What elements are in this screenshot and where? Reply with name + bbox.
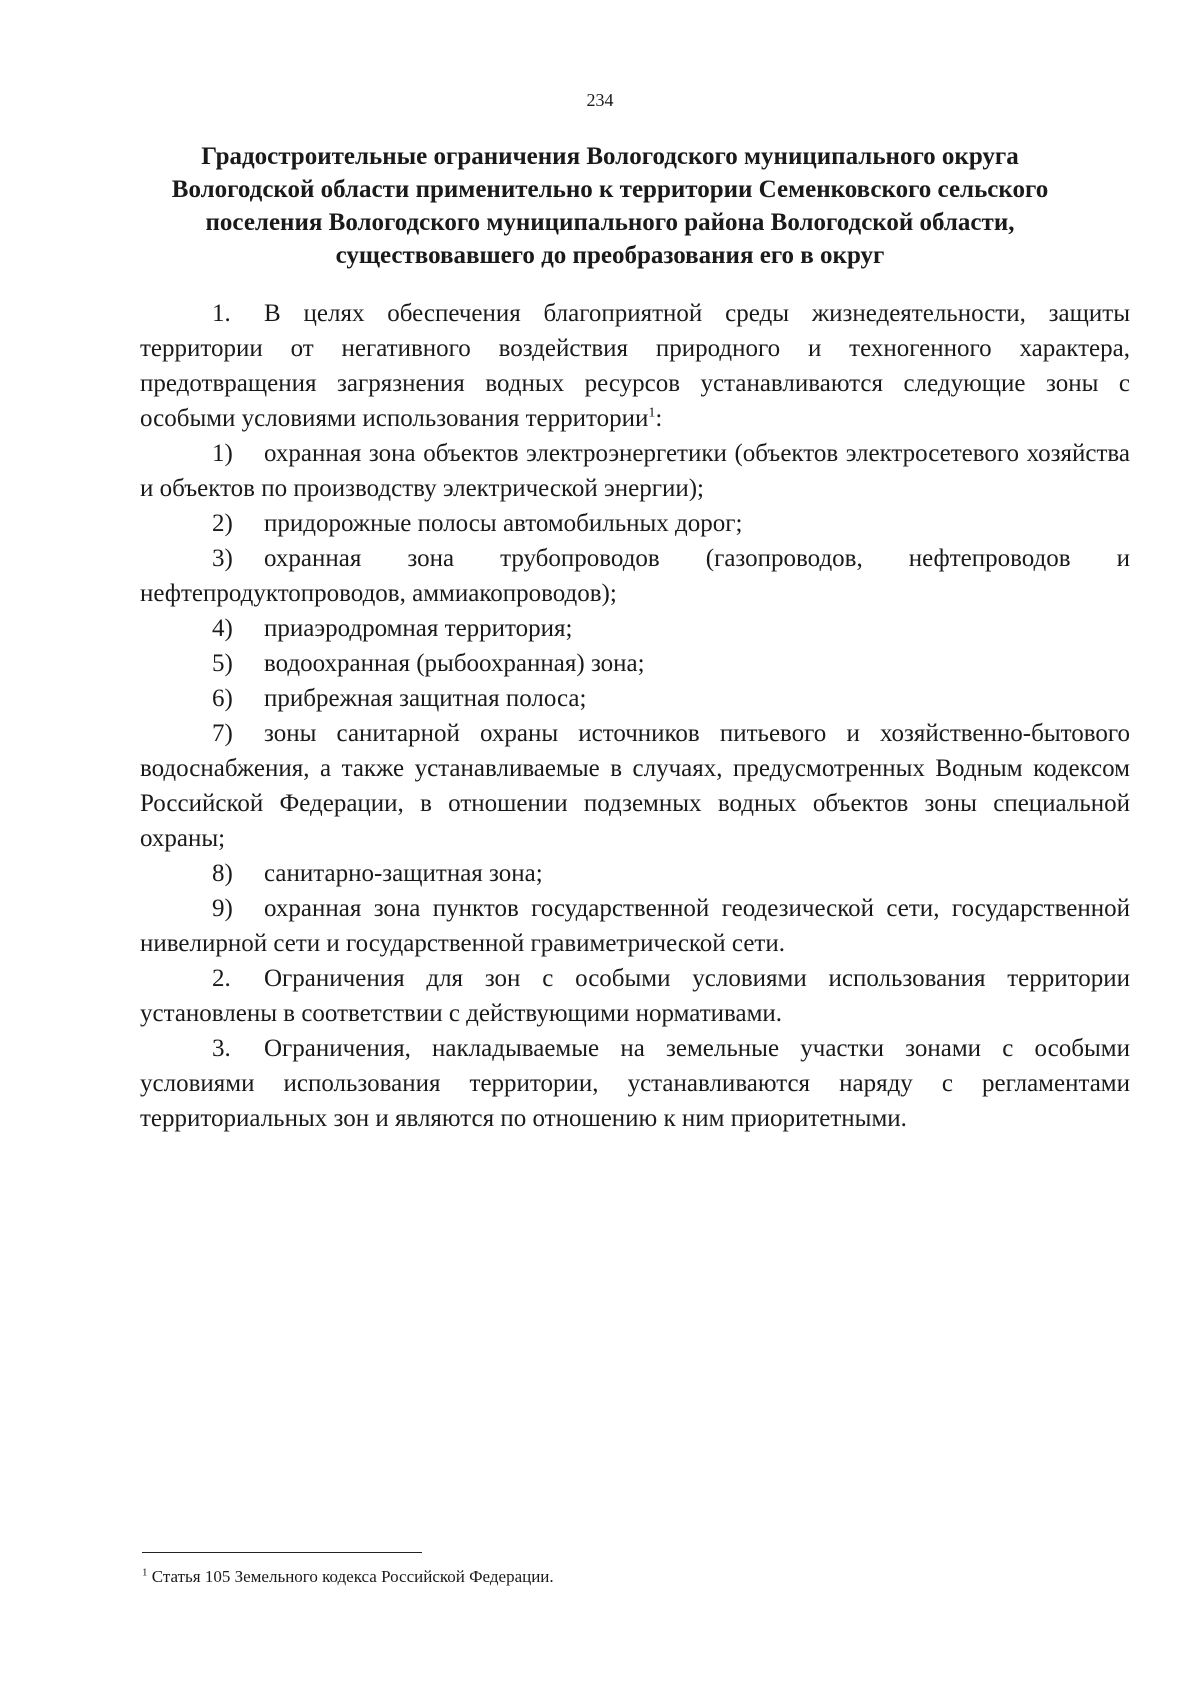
- list-item: [140, 611, 1130, 646]
- list-item-text: зоны санитарной охраны источников питьевого и хозяйственно-бытового водоснабжения, а также устанавливаемые в случаях, предусмотренных Водным кодексом Российской Федерации, в отношении подземных водных объектов зоны специальной охраны;: [140, 720, 1130, 852]
- section-3-number: 3.: [212, 1035, 231, 1062]
- page-number: 234: [586, 90, 614, 110]
- section-1-number: 1.: [212, 300, 231, 327]
- list-item-text: охранная зона трубопроводов (газопроводов, нефтепроводов и нефтепродуктопроводов, аммиакопроводов);: [140, 545, 1130, 607]
- footnote-separator: [142, 1552, 422, 1553]
- list-item-number: 1): [212, 440, 233, 467]
- list-item-text: приаэродромная территория;: [264, 615, 573, 642]
- list-item-number: 6): [212, 685, 233, 712]
- list-item-text: охранная зона пунктов государственной геодезической сети, государственной нивелирной сети и государственной гравиметрической сети.: [140, 895, 1130, 957]
- list-item-number: 9): [212, 895, 233, 922]
- list-item: [140, 856, 1130, 891]
- section-1-text-end: :: [655, 405, 663, 432]
- list-item-text: санитарно-защитная зона;: [264, 860, 543, 887]
- list-item: [140, 541, 1130, 611]
- document-title: Градостроительные ограничения Вологодского муниципального округа Вологодской области применительно к территории Семенковского сельского поселения Вологодского муниципального района Вологодской области, существовавшего до преобразования его в округ: [171, 143, 1049, 269]
- list-item-text: охранная зона объектов электроэнергетики (объектов электросетевого хозяйства и объектов по производству электрической энергии);: [140, 440, 1130, 502]
- list-item-number: 4): [212, 615, 233, 642]
- section-3: [140, 1031, 1130, 1136]
- footnote-marker: 1: [142, 1566, 148, 1579]
- list-item-text: придорожные полосы автомобильных дорог;: [264, 510, 743, 537]
- list-item-number: 7): [212, 720, 233, 747]
- list-item-number: 2): [212, 510, 233, 537]
- footnote-reference: 1: [648, 405, 656, 421]
- footnote: [142, 1567, 1042, 1587]
- section-2-text: Ограничения для зон с особыми условиями использования территории установлены в соответствии с действующими нормативами.: [140, 965, 1130, 1027]
- list-item-text: прибрежная защитная полоса;: [264, 685, 587, 712]
- list-item: [140, 436, 1130, 506]
- list-item: [140, 681, 1130, 716]
- section-1-text: В целях обеспечения благоприятной среды жизнедеятельности, защиты территории от негативного воздействия природного и техногенного характера, предотвращения загрязнения водных ресурсов устанавливаются следующие зоны с особыми условиями использования территории: [140, 300, 1130, 432]
- section-2-number: 2.: [212, 965, 231, 992]
- list-item-number: 8): [212, 860, 233, 887]
- list-item: [140, 646, 1130, 681]
- section-1: [140, 296, 1130, 436]
- section-2: [140, 961, 1130, 1031]
- list-item: [140, 716, 1130, 856]
- section-3-text: Ограничения, накладываемые на земельные участки зонами с особыми условиями использования территории, устанавливаются наряду с регламентами территориальных зон и являются по отношению к ним приоритетными.: [140, 1035, 1130, 1132]
- list-item-number: 5): [212, 650, 233, 677]
- list-item-text: водоохранная (рыбоохранная) зона;: [264, 650, 645, 677]
- list-item-number: 3): [212, 545, 233, 572]
- list-item: [140, 506, 1130, 541]
- document-body: [140, 296, 1130, 1136]
- list-item: [140, 891, 1130, 961]
- footnote-text: Статья 105 Земельного кодекса Российской Федерации.: [151, 1567, 554, 1586]
